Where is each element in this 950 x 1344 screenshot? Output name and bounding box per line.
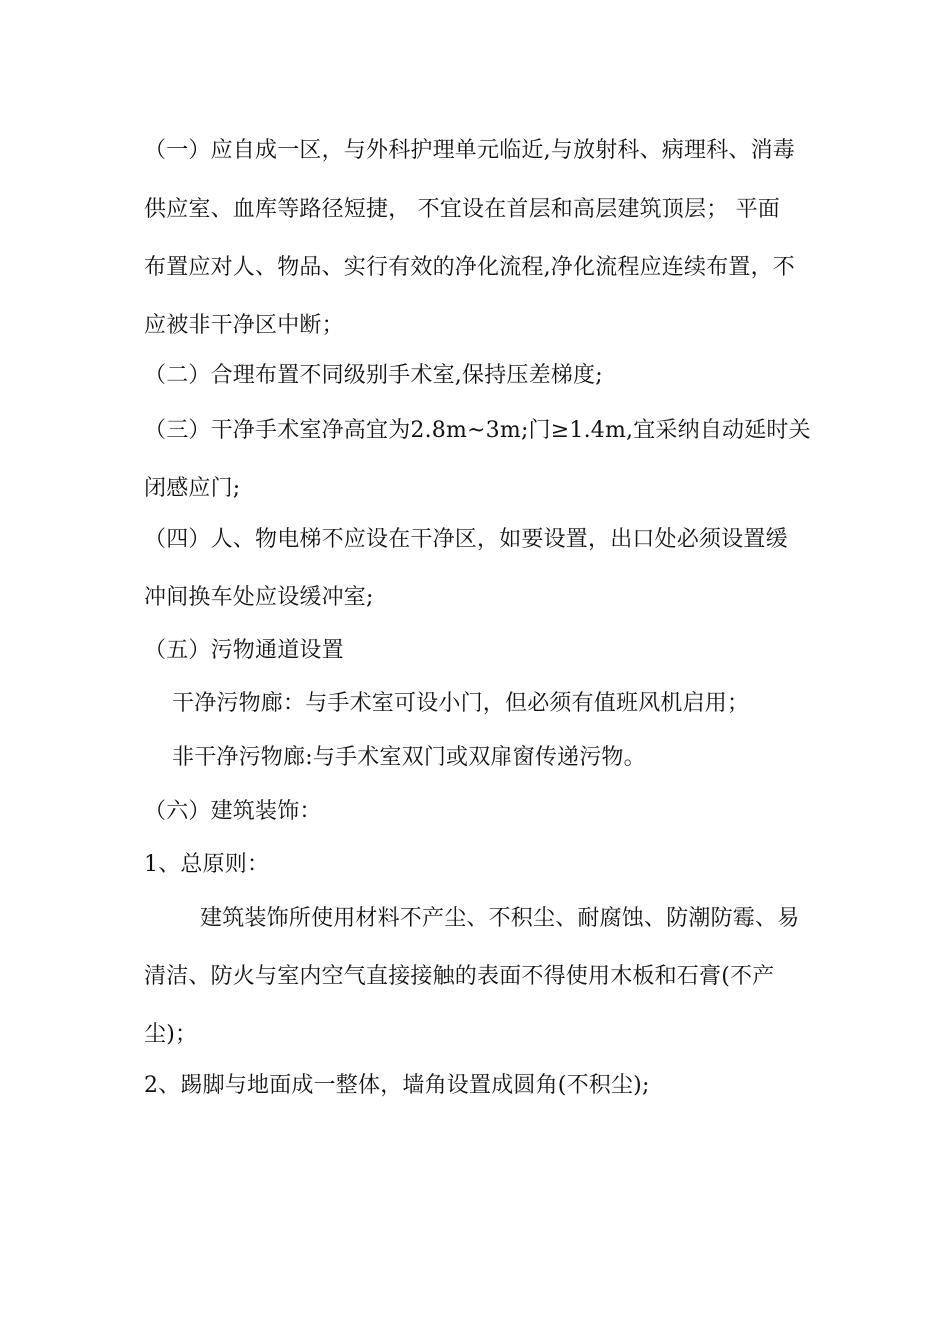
text-line-general-principle-part-2: 清洁、防火与室内空气直接接触的表面不得使用木板和石膏(不产 [144,964,775,989]
text-line-section-6-heading: （六）建筑装饰： [144,799,322,824]
text-line-clean-corridor: 干净污物廊：与手术室可设小门，但必须有值班风机启用； [172,691,750,716]
text-line-section-3-part-2: 闭感应门; [144,476,241,501]
text-line-section-1-part-4: 应被非干净区中断； [144,313,344,338]
text-line-section-3-part-1: （三）干净手术室净高宜为2.8m~3m;门≥1.4m,宜采纳自动延时关 [144,418,811,443]
text-line-section-1-part-1: （一）应自成一区，与外科护理单元临近,与放射科、病理科、消毒 [144,138,795,163]
text-line-section-5-heading: （五）污物通道设置 [144,638,344,663]
text-line-general-principle-part-1: 建筑装饰所使用材料不产尘、不积尘、耐腐蚀、防潮防霉、易 [200,906,800,931]
text-line-section-4-part-2: 冲间换车处应设缓冲室; [144,585,374,610]
text-line-general-principle-part-3: 尘)； [144,1022,198,1047]
text-line-general-principle-heading: 1、总原则： [144,852,270,877]
text-line-section-2: （二）合理布置不同级别手术室,保持压差梯度; [144,363,603,388]
text-line-section-1-part-3: 布置应对人、物品、实行有效的净化流程,净化流程应连续布置，不 [144,255,795,280]
text-line-section-1-part-2: 供应室、血库等路径短捷， 不宜设在首层和高层建筑顶层； 平面 [144,197,780,222]
text-line-unclean-corridor: 非干净污物廊:与手术室双门或双扉窗传递污物。 [172,745,646,770]
text-line-section-4-part-1: （四）人、物电梯不应设在干净区，如要设置，出口处必须设置缓 [144,527,788,552]
text-line-skirting-rule: 2、踢脚与地面成一整体，墙角设置成圆角(不积尘); [144,1073,650,1098]
